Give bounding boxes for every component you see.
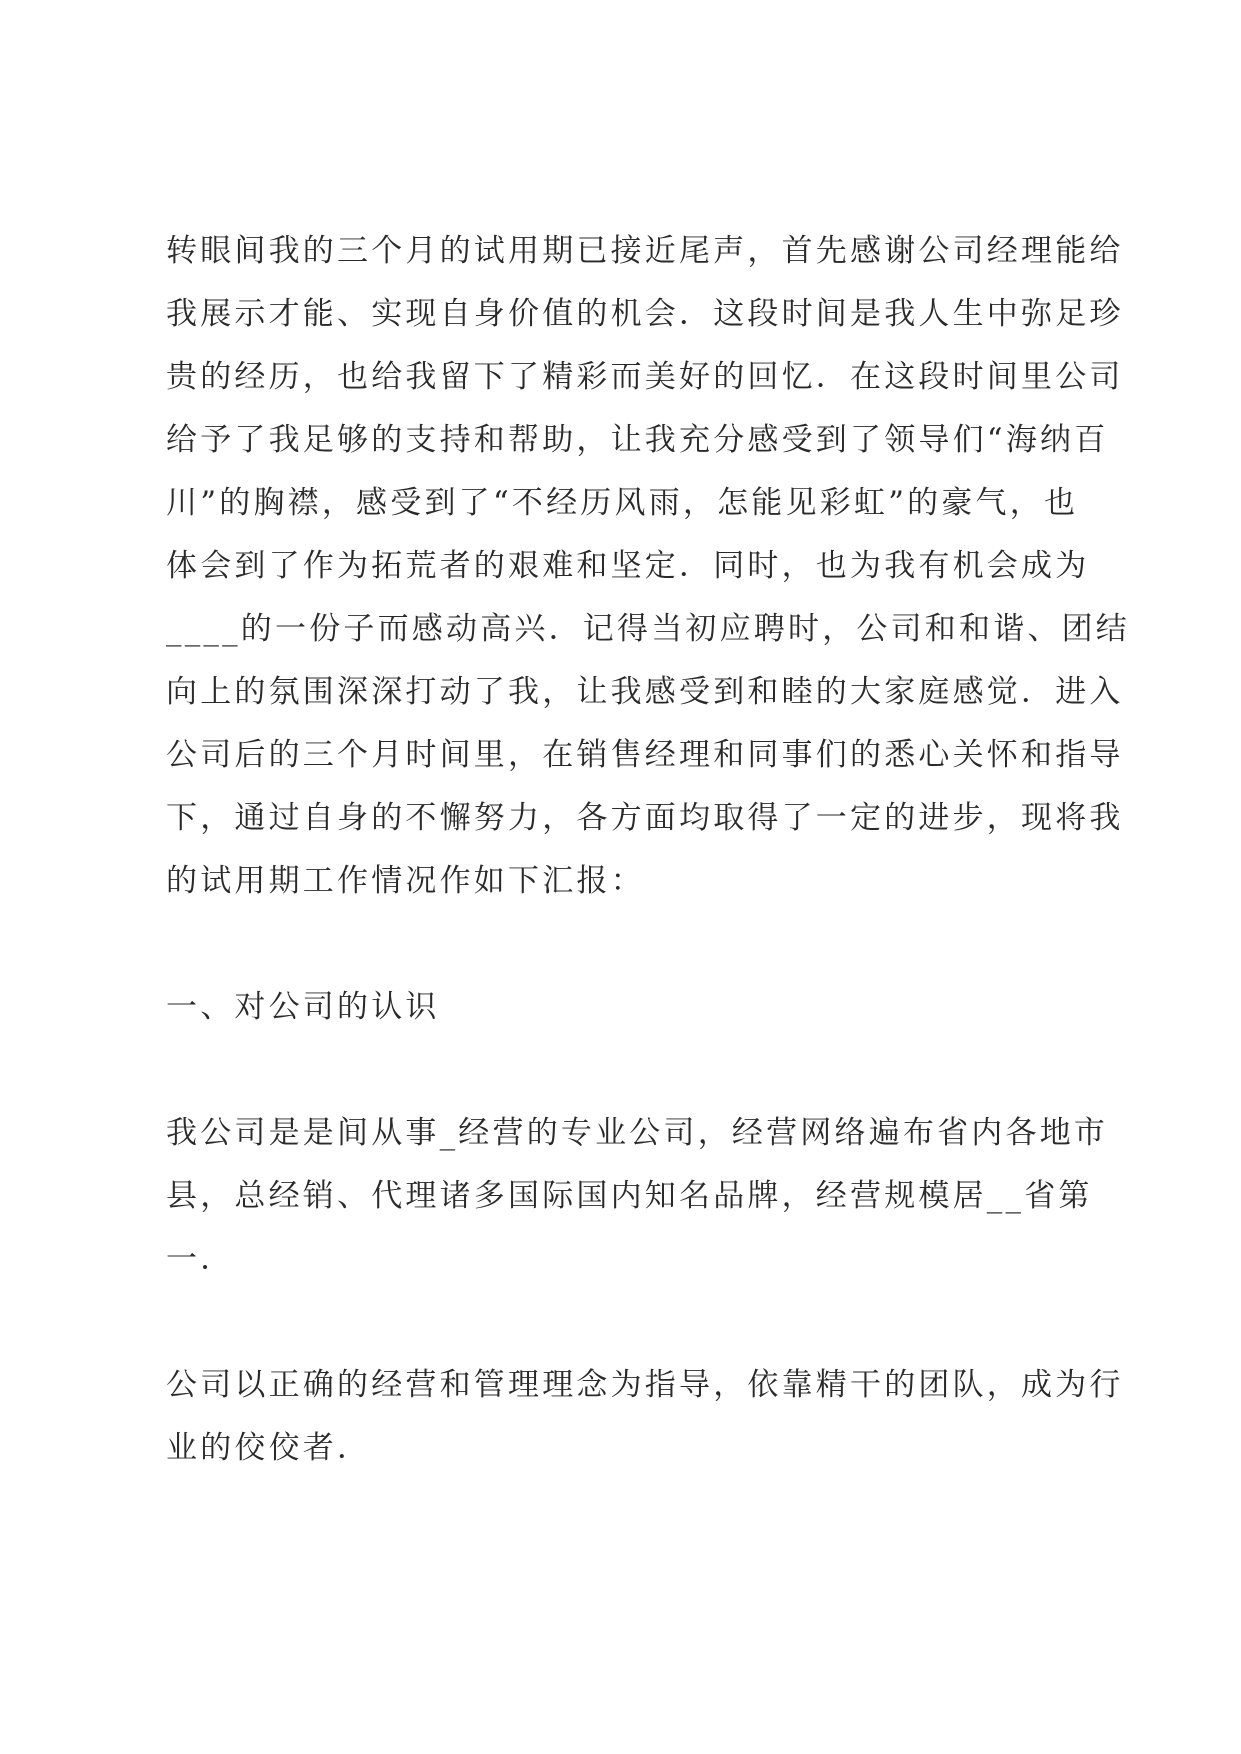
paragraph-spacer (166, 1291, 1098, 1354)
paragraph-line: 体会到了作为拓荒者的艰难和坚定．同时，也为我有机会成为 (166, 548, 1090, 584)
philosophy-paragraph (166, 1354, 1124, 1480)
section-heading: 一、对公司的认识 (166, 989, 440, 1025)
paragraph-line: ____的一份子而感动高兴．记得当初应聘时，公司和和谐、团结 (166, 611, 1130, 647)
paragraph-line: 县，总经销、代理诸多国际国内知名品牌，经营规模居__省第 (166, 1178, 1093, 1214)
paragraph-line: 业的佼佼者． (166, 1430, 372, 1466)
paragraph-line: 公司以正确的经营和管理理念为指导，依靠精干的团队，成为行 (166, 1367, 1124, 1403)
document-body (166, 220, 1130, 1480)
paragraph-line: 川”的胸襟，感受到了“不经历风雨，怎能见彩虹”的豪气，也 (166, 485, 1079, 521)
paragraph-line: 公司后的三个月时间里，在销售经理和同事们的悉心关怀和指导 (166, 737, 1124, 773)
paragraph-spacer (166, 1039, 1098, 1102)
paragraph-spacer (166, 913, 1098, 976)
intro-paragraph (166, 220, 1130, 913)
paragraph-line: 一． (166, 1241, 235, 1277)
paragraph-line: 贵的经历，也给我留下了精彩而美好的回忆．在这段时间里公司 (166, 359, 1124, 395)
paragraph-line: 的试用期工作情况作如下汇报： (166, 863, 645, 899)
paragraph-line: 转眼间我的三个月的试用期已接近尾声，首先感谢公司经理能给 (166, 233, 1124, 269)
paragraph-line: 我展示才能、实现自身价值的机会．这段时间是我人生中弥足珍 (166, 296, 1124, 332)
company-paragraph (166, 1102, 1109, 1291)
paragraph-line: 我公司是是间从事_经营的专业公司，经营网络遍布省内各地市 (166, 1115, 1109, 1151)
paragraph-line: 给予了我足够的支持和帮助，让我充分感受到了领导们“海纳百 (166, 422, 1109, 458)
paragraph-line: 下，通过自身的不懈努力，各方面均取得了一定的进步，现将我 (166, 800, 1124, 836)
paragraph-line: 向上的氛围深深打动了我，让我感受到和睦的大家庭感觉．进入 (166, 674, 1124, 710)
